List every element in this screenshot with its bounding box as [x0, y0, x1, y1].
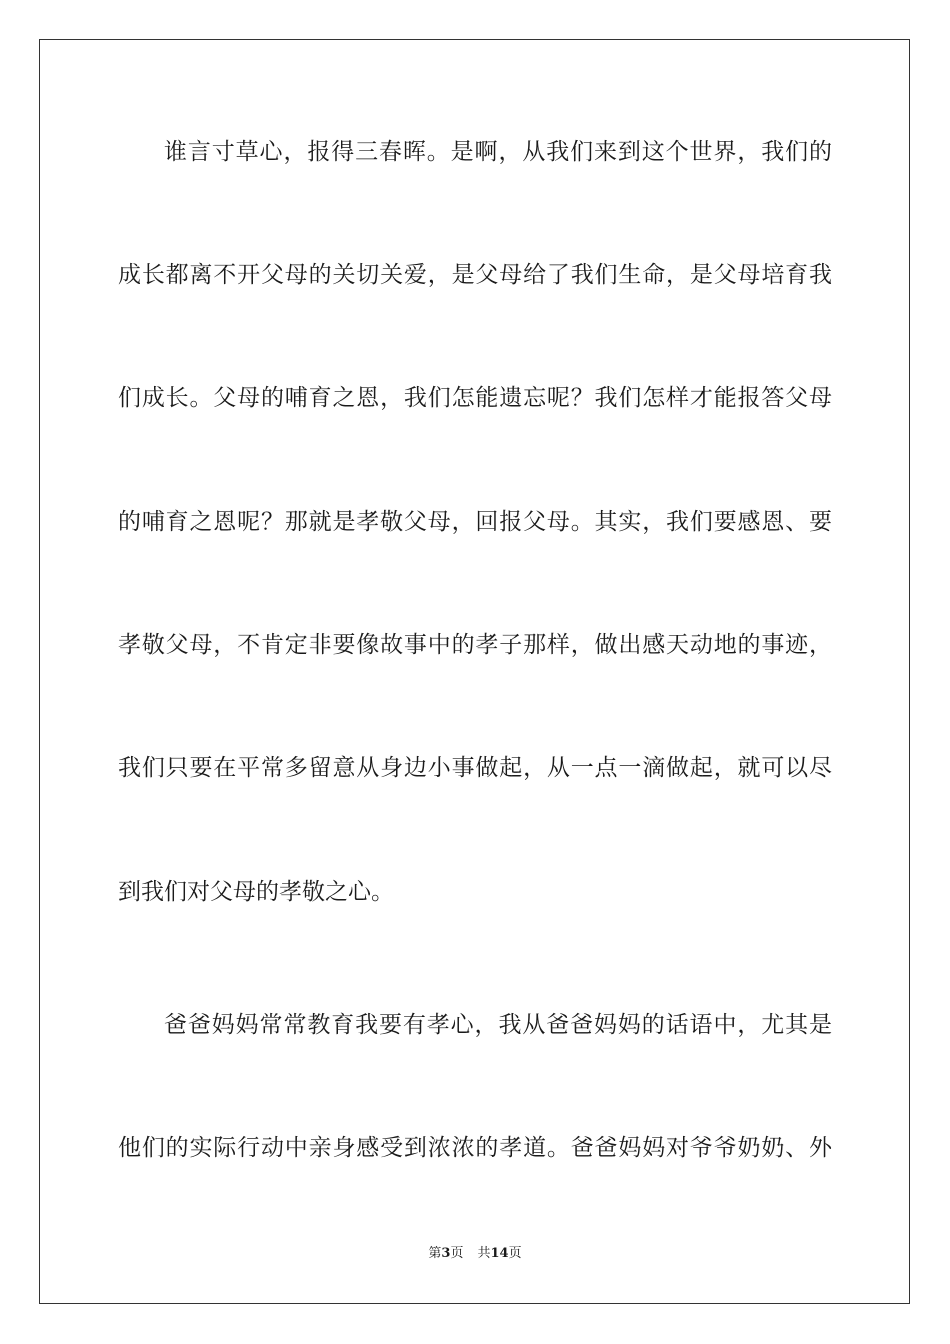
- text-line-5: 孝敬父母，不肯定非要像故事中的孝子那样，做出感天动地的事迹，: [118, 632, 832, 658]
- text-line-9: 他们的实际行动中亲身感受到浓浓的孝道。爸爸妈妈对爷爷奶奶、外: [118, 1135, 832, 1161]
- footer-total-prefix: 共: [477, 1246, 491, 1261]
- text-line-8: 爸爸妈妈常常教育我要有孝心，我从爸爸妈妈的话语中，尤其是: [164, 1012, 832, 1038]
- text-line-7: 到我们对父母的孝敬之心。: [118, 879, 394, 905]
- text-line-2: 成长都离不开父母的关切关爱，是父母给了我们生命，是父母培育我: [118, 262, 832, 288]
- text-line-3: 们成长。父母的哺育之恩，我们怎能遗忘呢？我们怎样才能报答父母: [118, 385, 832, 411]
- page-footer: [0, 1245, 950, 1263]
- text-line-4: 的哺育之恩呢？那就是孝敬父母，回报父母。其实，我们要感恩、要: [118, 509, 832, 535]
- page-border: [39, 39, 910, 1304]
- text-line-1: 谁言寸草心，报得三春晖。是啊，从我们来到这个世界，我们的: [164, 139, 832, 165]
- footer-page-number: 3: [441, 1246, 451, 1261]
- footer-page-prefix: 第: [428, 1246, 442, 1261]
- footer-total-suffix: 页: [508, 1246, 522, 1261]
- text-line-6: 我们只要在平常多留意从身边小事做起，从一点一滴做起，就可以尽: [118, 755, 832, 781]
- footer-total-pages: 14: [490, 1246, 509, 1261]
- footer-page-suffix: 页: [450, 1246, 464, 1261]
